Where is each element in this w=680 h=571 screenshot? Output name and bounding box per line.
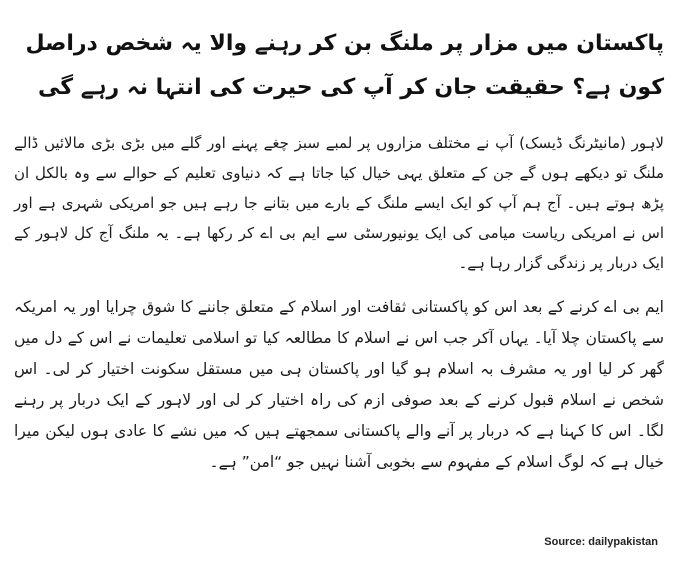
source-credit: Source: dailypakistan — [544, 536, 658, 548]
article-headline: پاکستان میں مزار پر ملنگ بن کر رہنے والا یہ شخص دراصل کون ہے؟ حقیقت جان کر آپ کی حیرت کی انتہا نہ رہے گی — [25, 31, 664, 100]
article-paragraph-1: لاہور (مانیٹرنگ ڈیسک) آپ نے مختلف مزاروں پر لمبے سبز چغے پہنے اور گلے میں بڑی بڑی مالائیں ڈالے ملنگ تو دیکھے ہوں گے جن کے متعلق یہی خیال کیا جاتا ہے کہ دنیاوی تعلیم کے حوالے سے وہ بالکل ان پڑھ ہوتے ہیں۔ آج ہم آپ کو ایک ایسے ملنگ کے بارے میں بتانے جا رہے ہیں جو امریکی شہری ہے اور اس نے امریکی ریاست میامی کی ایک یونیورسٹی سے ایم بی اے کر رکھا ہے۔ یہ ملنگ آج کل لاہور کے ایک دربار پر زندگی گزار رہا ہے۔ — [14, 134, 664, 272]
article-paragraph-2: ایم بی اے کرنے کے بعد اس کو پاکستانی ثقافت اور اسلام کے متعلق جاننے کا شوق چرایا اور یہ امریکہ سے پاکستان چلا آیا۔ یہاں آکر جب اس نے اسلام کا مطالعہ کیا تو اسلامی تعلیمات نے اس کے دل میں گھر کر لیا اور یہ مشرف بہ اسلام ہو گیا اور پاکستان ہی میں مستقل سکونت اختیار کر لی۔ اس شخص نے اسلام قبول کرنے کے بعد صوفی ازم کی راہ اختیار کر لی اور لاہور کے ایک دربار پر رہنے لگا۔ اس کا کہنا ہے کہ دربار پر آنے والے پاکستانی سمجھتے ہیں کہ میں نشے کا عادی ہوں لیکن میرا خیال ہے کہ لوگ اسلام کے مفہوم سے بخوبی آشنا نہیں جو “امن” ہے۔ — [14, 298, 664, 471]
